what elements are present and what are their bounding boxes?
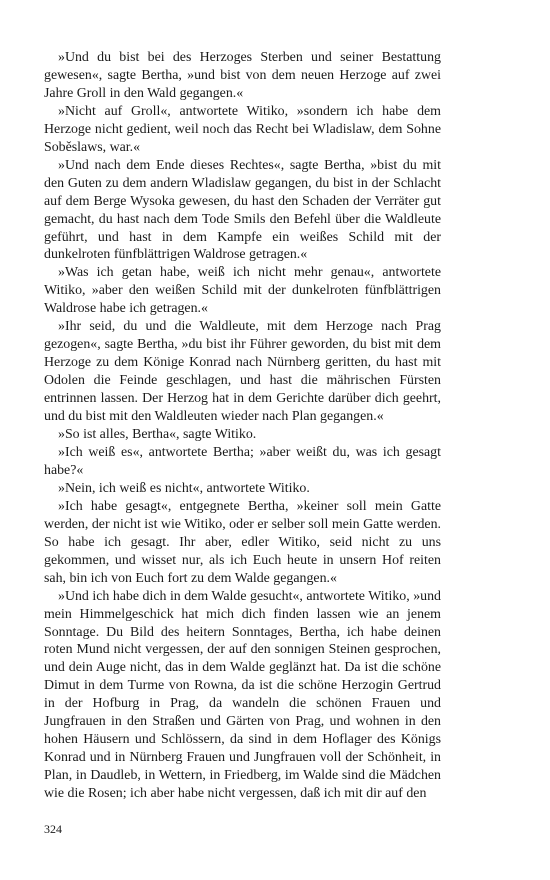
paragraph: »Nicht auf Groll«, antwortete Witiko, »sondern ich habe dem Herzoge nicht gedient, weil noch das Recht bei Wladislaw, dem Sohne Soběslaws, war.« (44, 103, 441, 155)
page-body (44, 49, 441, 803)
paragraph: »Nein, ich weiß es nicht«, antwortete Witiko. (58, 480, 310, 496)
paragraph: »Was ich getan habe, weiß ich nicht mehr genau«, antwortete Witiko, »aber den weißen Schild mit der dunkelroten fünfblättrigen Waldrose habe ich getragen.« (44, 265, 441, 317)
paragraph: »Und ich habe dich in dem Walde gesucht«, antwortete Witiko, »und mein Himmelgeschick hat mich dich finden lassen wie an jenem Sonntage. Du Bild des heitern Sonntages, Bertha, ich habe deinen roten Mund nicht vergessen, der auf den sonnigen Steinen gesprochen, und dein Auge nicht, das in dem Walde geglänzt hat. Da ist die schöne Dimut in dem Turme von Rowna, da ist die schöne Herzogin Gertrud in der Hofburg in Prag, da wandeln die schönen Frauen und Jungfrauen in den Straßen und Gärten von Prag, und wohnen in den hohen Häusern und Schlössern, da sind in dem Hoflager des Königs Konrad und in Nürnberg Frauen und Jungfrauen voll der Schönheit, in Plan, in Daudleb, in Wettern, in Friedberg, im Walde sind die Mädchen wie die Rosen; ich aber habe nicht vergessen, daß ich mit dir auf den (44, 588, 441, 802)
paragraph: »Und nach dem Ende dieses Rechtes«, sagte Bertha, »bist du mit den Guten zu dem andern Wladislaw gegangen, du bist in der Schlacht auf dem Berge Wysoka gewesen, du hast den Schaden der Verräter gut gemacht, du hast nach dem Tode Smils den Befehl über die Waldleute geführt, und hast in dem Kampfe ein weißes Schild mit der dunkelroten fünfblättrigen Waldrose getragen.« (44, 157, 441, 263)
paragraph: »Und du bist bei des Herzoges Sterben und seiner Bestattung gewesen«, sagte Bertha, »und bist von dem neuen Herzoge auf zwei Jahre Groll in den Wald gegangen.« (44, 50, 441, 101)
paragraph: »Ich weiß es«, antwortete Bertha; »aber weißt du, was ich gesagt habe?« (44, 444, 441, 478)
paragraph: »So ist alles, Bertha«, sagte Witiko. (58, 427, 257, 443)
paragraph: »Ihr seid, du und die Waldleute, mit dem Herzoge nach Prag gezogen«, sagte Bertha, »du bist ihr Führer geworden, du bist mit dem Herzoge zu dem Könige Konrad nach Nürnberg geritten, du hast mit Odolen die Feinde geschlagen, und hast die mährischen Fürsten entrinnen lassen. Der Herzog hat in dem Gerichte darüber dich geehrt, und du bist mit den Waldleuten wieder nach Plan gegangen.« (44, 319, 441, 425)
page-number: 324 (44, 822, 62, 836)
paragraph: »Ich habe gesagt«, entgegnete Bertha, »keiner soll mein Gatte werden, der nicht ist wie Witiko, oder er selber soll mein Gatte werden. So habe ich gesagt. Ihr aber, edler Witiko, seid nicht zu uns gekommen, und wisset nur, als ich Euch heute in unsern Hof reiten sah, bin ich von Euch fort zu dem Walde gegangen.« (44, 498, 441, 586)
